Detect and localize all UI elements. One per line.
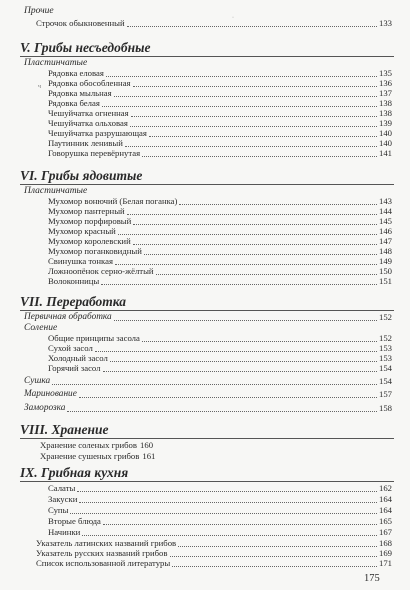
entry-page: 143 (378, 196, 392, 206)
toc-entry[interactable] (24, 375, 392, 387)
entry-page: 154 (378, 363, 392, 373)
entry-title: Хранение сушеных грибов (40, 451, 140, 461)
entry-title: Рядовка мыльная (48, 88, 112, 98)
entry-title: Маринование (24, 389, 77, 399)
toc-entry[interactable] (24, 402, 392, 414)
entry-page: 161 (142, 451, 156, 461)
toc-entry[interactable] (36, 18, 392, 29)
section-title-vii: VII. Переработка (20, 294, 127, 309)
entry-page: 147 (378, 236, 392, 246)
entry-title: Ложноопёнок серно-жёлтый (48, 266, 154, 276)
toc-entry[interactable] (48, 527, 392, 538)
entry-page: 152 (378, 333, 392, 343)
entry-page: 139 (378, 118, 392, 128)
toc-entry[interactable] (48, 483, 392, 494)
entry-page: 162 (378, 483, 392, 493)
toc-entry[interactable] (48, 505, 392, 516)
entry-title: Список использованной литературы (36, 558, 171, 568)
entry-page: 168 (378, 538, 392, 548)
entry-title: Чешуйчатка огненная (48, 108, 129, 118)
entry-title: Мухомор вонючий (Белая поганка) (48, 196, 178, 206)
entry-page: 146 (378, 226, 392, 236)
entry-page: 157 (378, 389, 392, 399)
stray-mark: · (232, 15, 234, 21)
entry-title: Рядовка обособленная (48, 78, 131, 88)
section-title-ix: IX. Грибная кухня (20, 465, 129, 480)
entry-title: Сухой засол (48, 343, 93, 353)
entry-title: Мухомор красный (48, 226, 116, 236)
entry-page: 171 (378, 558, 392, 568)
entry-title: Первичная обработка (24, 312, 112, 322)
entry-page: 151 (378, 276, 392, 286)
entry-page: 138 (378, 98, 392, 108)
entry-title: Сушка (24, 376, 51, 386)
entry-title: Салаты (48, 483, 76, 493)
entry-page: 158 (378, 403, 392, 413)
toc-entry[interactable] (48, 516, 392, 527)
entry-page: 164 (378, 505, 392, 515)
entry-page: 136 (378, 78, 392, 88)
entry-title: Хранение соленых грибов (40, 440, 138, 450)
entry-title: Рядовка еловая (48, 68, 104, 78)
entry-title: Рядовка белая (48, 98, 100, 108)
entry-title: Вторые блюда (48, 516, 101, 526)
entry-page: 141 (378, 148, 392, 158)
section-rule (20, 56, 394, 57)
entry-title: Указатель русских названий грибов (36, 548, 168, 558)
entry-page: 133 (378, 18, 392, 28)
entry-page: 149 (378, 256, 392, 266)
entry-page: 152 (378, 312, 392, 322)
toc-entry[interactable] (48, 148, 392, 159)
entry-title: Начинки (48, 527, 81, 537)
entry-title: Горячий засол (48, 363, 101, 373)
toc-entry[interactable] (48, 276, 392, 287)
entry-page: 145 (378, 216, 392, 226)
subhead-salting: Соление (24, 323, 58, 333)
entry-title: Общие принципы засола (48, 333, 140, 343)
entry-title: Холодный засол (48, 353, 108, 363)
entry-title: Мухомор поганковидный (48, 246, 142, 256)
entry-title: Закуски (48, 494, 78, 504)
entry-title: Свинушка тонкая (48, 256, 113, 266)
page-number: 175 (364, 573, 380, 584)
entry-page: 144 (378, 206, 392, 216)
entry-title: Супы (48, 505, 69, 515)
entry-title: Говорушка перевёрнутая (48, 148, 141, 158)
entry-title: Мухомор королевский (48, 236, 131, 246)
entry-title: Мухомор пантерный (48, 206, 125, 216)
subhead-lamellar: Пластинчатые (24, 186, 88, 196)
subhead-lamellar: Пластинчатые (24, 58, 88, 68)
entry-title: Паутинник ленивый (48, 138, 123, 148)
section-title-viii: VIII. Хранение (20, 422, 109, 437)
entry-page: 140 (378, 128, 392, 138)
entry-title: Мухомор порфировый (48, 216, 132, 226)
entry-page: 138 (378, 108, 392, 118)
entry-page: 169 (378, 548, 392, 558)
entry-page: 153 (378, 353, 392, 363)
section-title-vi: VI. Грибы ядовитые (20, 168, 143, 183)
stray-mark: ч (38, 84, 42, 90)
section-title-v: V. Грибы несъедобные (20, 40, 151, 55)
subhead-other: Прочие (24, 6, 54, 16)
entry-title: Чешуйчатка ольховая (48, 118, 128, 128)
entry-page: 165 (378, 516, 392, 526)
toc-entry[interactable] (24, 311, 392, 323)
entry-title: Чешуйчатка разрушающая (48, 128, 147, 138)
toc-entry[interactable] (40, 451, 155, 462)
toc-entry[interactable] (48, 494, 392, 505)
entry-page: 137 (378, 88, 392, 98)
entry-title: Строчок обыкновенный (36, 18, 125, 28)
entry-page: 167 (378, 527, 392, 537)
entry-page: 154 (378, 376, 392, 386)
section-rule (20, 184, 394, 185)
entry-page: 148 (378, 246, 392, 256)
section-rule (20, 481, 394, 482)
entry-page: 153 (378, 343, 392, 353)
entry-page: 160 (140, 440, 154, 450)
entry-title: Волоконницы (48, 276, 100, 286)
toc-entry[interactable] (48, 363, 392, 374)
toc-entry[interactable] (40, 440, 153, 451)
entry-page: 140 (378, 138, 392, 148)
entry-page: 164 (378, 494, 392, 504)
entry-page: 150 (378, 266, 392, 276)
toc-entry[interactable] (36, 558, 392, 569)
section-rule (20, 438, 394, 439)
entry-title: Заморозка (24, 403, 66, 413)
entry-page: 135 (378, 68, 392, 78)
toc-entry[interactable] (24, 388, 392, 400)
entry-title: Указатель латинских названий грибов (36, 538, 177, 548)
